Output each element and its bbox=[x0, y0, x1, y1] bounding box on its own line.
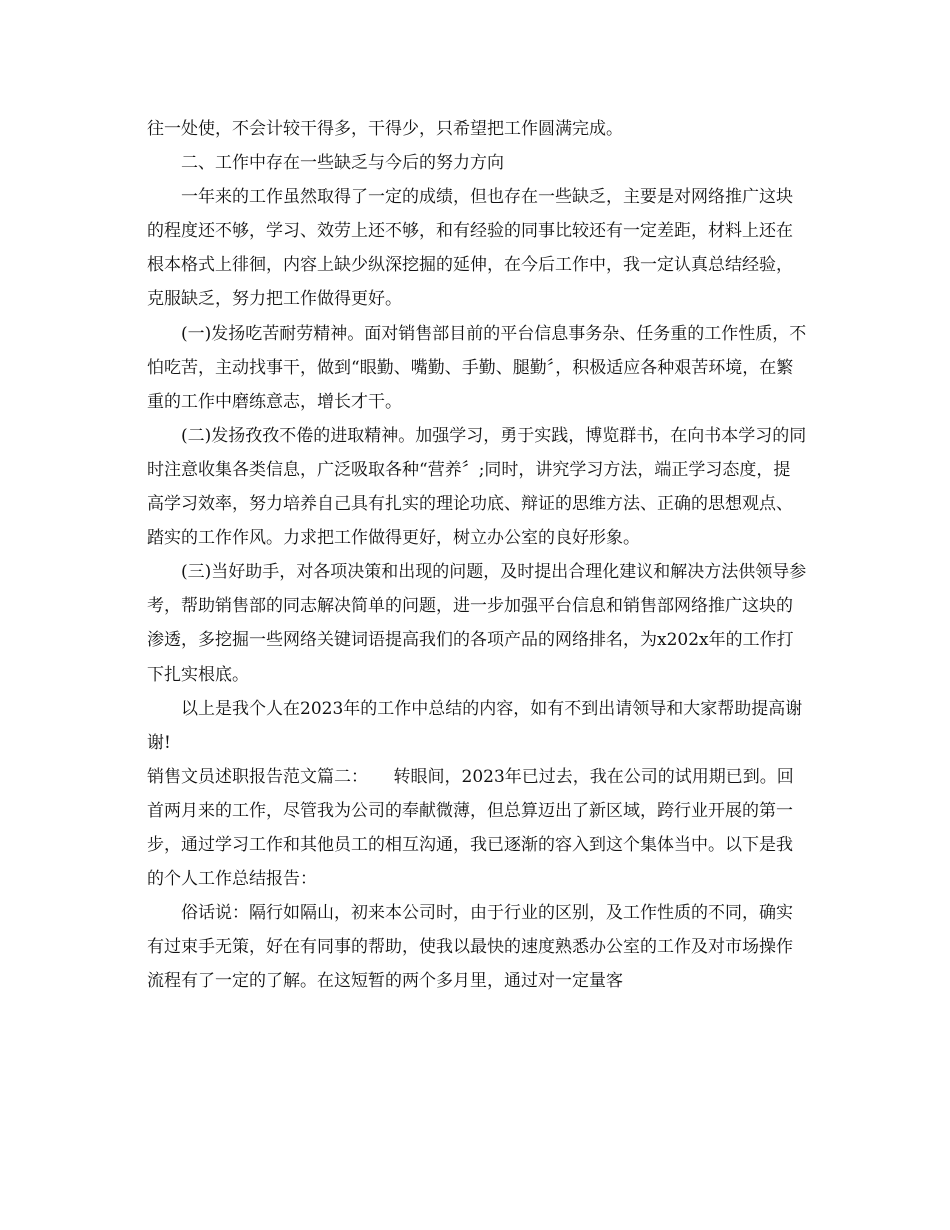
paragraph-7: 以上是我个人在2023年的工作中总结的内容，如有不到出请领导和大家帮助提高谢谢! bbox=[147, 698, 803, 753]
document-body bbox=[147, 112, 807, 998]
paragraph-1: 往一处使，不会计较干得多，干得少，只希望把工作圆满完成。 bbox=[147, 119, 623, 139]
section-heading: 二、工作中存在一些缺乏与今后的努力方向 bbox=[181, 153, 504, 174]
paragraph-4: (一)发扬吃苦耐劳精神。面对销售部目前的平台信息事务杂、任务重的工作性质，不怕吃苦，主动找事干，做到“眼勤、嘴勤、手勤、腿勤〞，积极适应各种艰苦环境，在繁重的工作中磨练意志，增长才干。 bbox=[147, 323, 807, 412]
paragraph-3: 一年来的工作虽然取得了一定的成绩，但也存在一些缺乏，主要是对网络推广这块的程度还不够，学习、效劳上还不够，和有经验的同事比较还有一定差距，材料上还在根本格式上徘徊，内容上缺少纵深挖掘的延伸，在今后工作中，我一定认真总结经验，克服缺乏，努力把工作做得更好。 bbox=[147, 187, 793, 310]
paragraph-9: 俗话说：隔行如隔山，初来本公司时，由于行业的区别，及工作性质的不同，确实有过束手无策，好在有同事的帮助，使我以最快的速度熟悉办公室的工作及对市场操作流程有了一定的了解。在这短暂的两个多月里，通过对一定量客 bbox=[147, 903, 793, 992]
paragraph-6: (三)当好助手，对各项决策和出现的问题，及时提出合理化建议和解决方法供领导参考，帮助销售部的同志解决简单的问题，进一步加强平台信息和销售部网络推广这块的渗透，多挖掘一些网络关键词语提高我们的各项产品的网络排名，为x202x年的工作打下扎实根底。 bbox=[147, 562, 807, 685]
paragraph-8: 销售文员述职报告范文篇二： 转眼间，2023年已过去，我在公司的试用期已到。回首两月来的工作，尽管我为公司的奉献微薄，但总算迈出了新区域，跨行业开展的第一步，通过学习工作和其他员工的相互沟通，我已逐渐的容入到这个集体当中。以下是我的个人工作总结报告： bbox=[147, 766, 794, 890]
paragraph-5: (二)发扬孜孜不倦的进取精神。加强学习，勇于实践，博览群书，在向书本学习的同时注意收集各类信息，广泛吸取各种“营养〞;同时，讲究学习方法，端正学习态度，提高学习效率，努力培养自己具有扎实的理论功底、辩证的思维方法、正确的思想观点、踏实的工作作风。力求把工作做得更好，树立办公室的良好形象。 bbox=[147, 425, 807, 549]
